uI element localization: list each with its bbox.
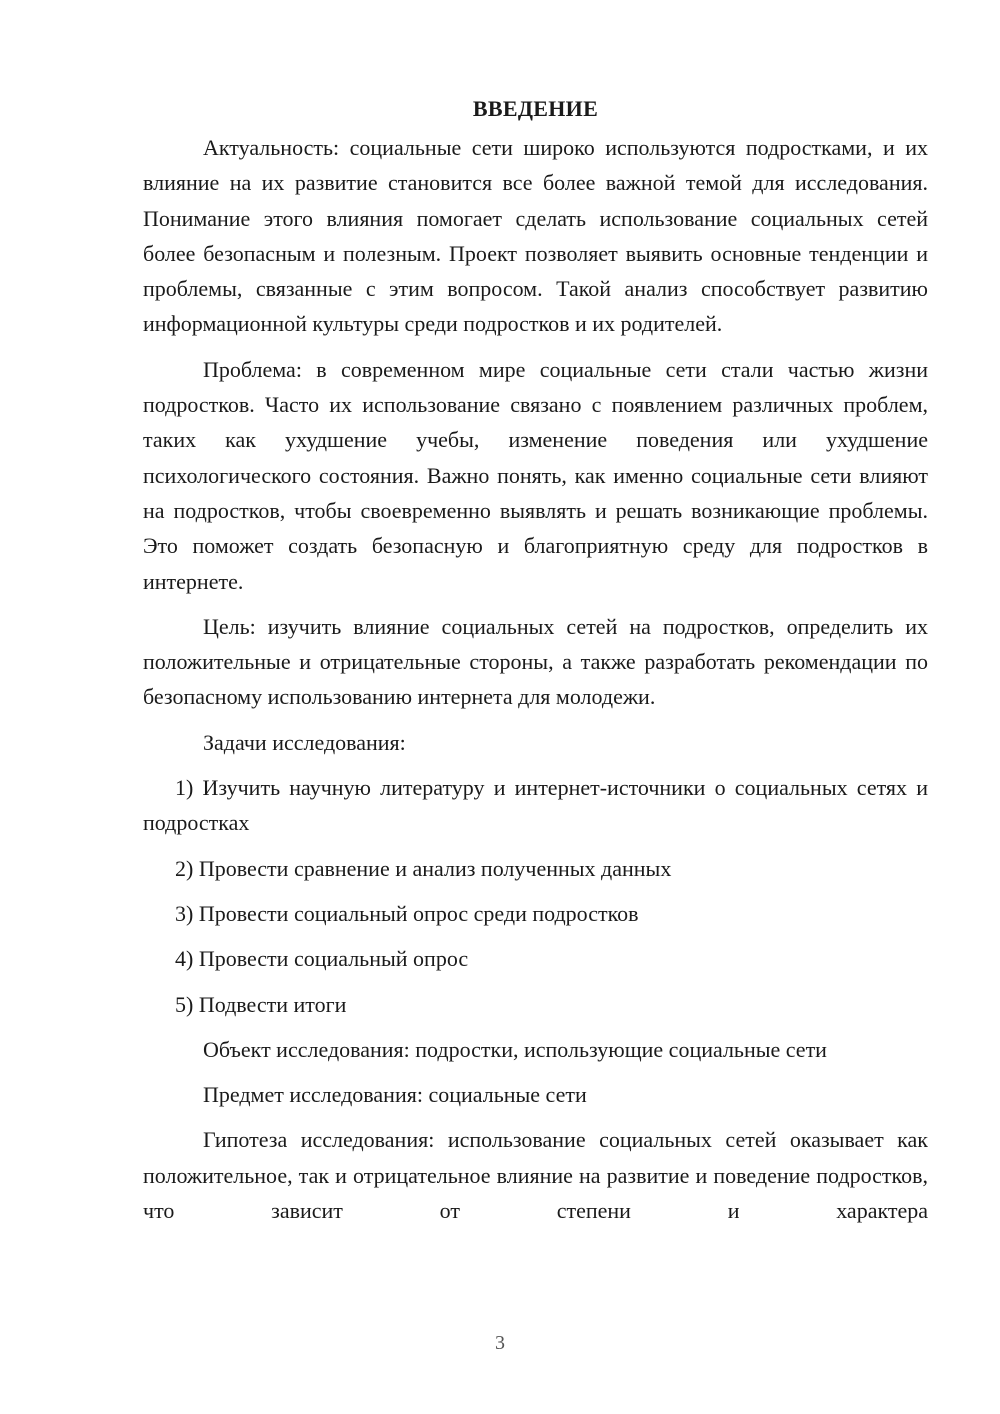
- task-item-5: 5) Подвести итоги: [175, 991, 347, 1017]
- hypothesis-paragraph: Гипотеза исследования: использование социальных сетей оказывает как положительное, так и отрицательное влияние на развитие и поведение подростков, что зависит от степени и характера: [143, 1127, 928, 1224]
- research-object: Объект исследования: подростки, использующие социальные сети: [203, 1036, 827, 1062]
- goal-paragraph: Цель: изучить влияние социальных сетей на подростков, определить их положительные и отрицательные стороны, а также разработать рекомендации по безопасному использованию интернета для молодежи.: [143, 613, 928, 710]
- task-item-4: 4) Провести социальный опрос: [175, 946, 469, 972]
- task-item-1: 1) Изучить научную литературу и интернет-источники о социальных сетях и подростках: [143, 775, 928, 836]
- task-item-2: 2) Провести сравнение и анализ полученных данных: [175, 855, 672, 881]
- task-item-3: 3) Провести социальный опрос среди подростков: [175, 900, 639, 926]
- page-number: 3: [495, 1332, 505, 1354]
- document-page: [143, 94, 928, 1238]
- relevance-paragraph: Актуальность: социальные сети широко используются подростками, и их влияние на их развитие становится все более важной темой для исследования. Понимание этого влияния помогает сделать использование социальных сетей более безопасным и полезным. Проект позволяет выявить основные тенденции и проблемы, связанные с этим вопросом. Такой анализ способствует развитию информационной культуры среди подростков и их родителей.: [143, 135, 928, 337]
- document-title: ВВЕДЕНИЕ: [472, 96, 599, 121]
- research-subject: Предмет исследования: социальные сети: [203, 1082, 587, 1108]
- tasks-heading: Задачи исследования:: [203, 729, 406, 755]
- problem-paragraph: Проблема: в современном мире социальные сети стали частью жизни подростков. Часто их использование связано с появлением различных проблем, таких как ухудшение учебы, изменение поведения или ухудшение психологического состояния. Важно понять, как именно социальные сети влияют на подростков, чтобы своевременно выявлять и решать возникающие проблемы. Это поможет создать безопасную и благоприятную среду для подростков в интернете.: [143, 356, 928, 594]
